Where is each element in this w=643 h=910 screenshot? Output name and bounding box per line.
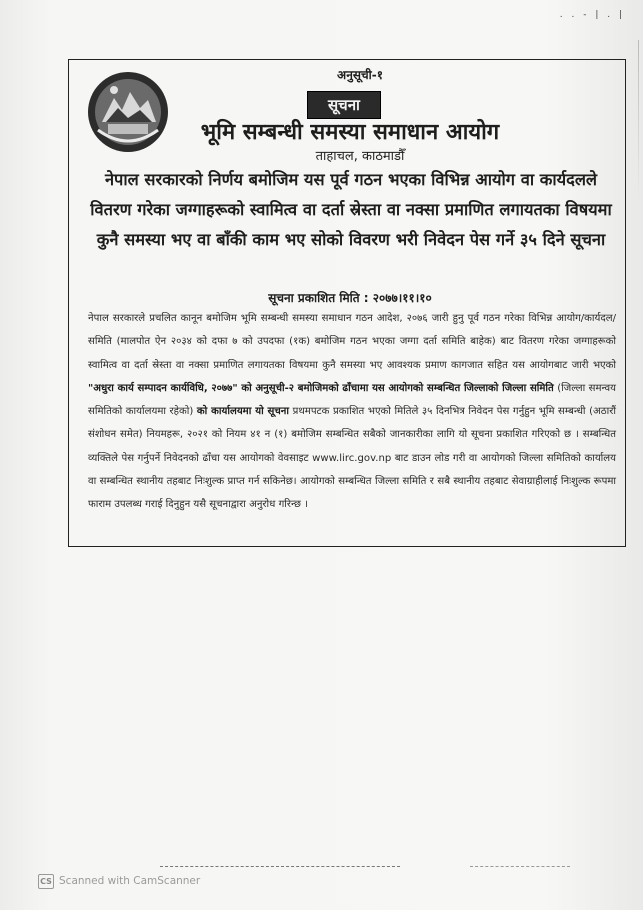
body-part-2: (जिल्ला समन्वय समितिको कार्यालयमा रहेको) [88, 382, 616, 418]
notice-headline: नेपाल सरकारको निर्णय बमोजिम यस पूर्व गठन भएका विभिन्न आयोग वा कार्यदलले वितरण गरेका जग्गाहरूको स्वामित्व वा दर्ता स्रेस्ता वा नक्सा प्रमाणित लगायतका विषयमा कुनै समस्या भए वा बाँकी काम भए सोको विवरण भरी निवेदन पेस गर्ने ३५ दिने सूचना [90, 170, 612, 249]
watermark-text: Scanned with CamScanner [59, 875, 201, 887]
publication-date: सूचना प्रकाशित मिति : २०७७।११।१० [268, 291, 432, 305]
nepal-emblem-icon [84, 68, 172, 156]
commission-name: भूमि सम्बन्धी समस्या समाधान आयोग [200, 120, 500, 145]
office-address: ताहाचल, काठमाडौँ [315, 149, 405, 164]
body-bold-2: को कार्यालयमा यो सूचना [196, 406, 290, 418]
camscanner-watermark [38, 873, 200, 889]
notice-body [88, 307, 616, 517]
scan-artifact-line-2 [470, 866, 570, 868]
camscanner-logo-icon: CS [38, 874, 54, 889]
body-bold-1: "अधुरा कार्य सम्पादन कार्यविधि, २०७७" को अनुसूची-२ बमोजिमको ढाँचामा यस आयोगको सम्बन्धित जिल्लाको जिल्ला समिति [88, 382, 554, 394]
body-part-3: प्रथमपटक प्रकाशित भएको मितिले ३५ दिनभित्र निवेदन पेस गर्नुहुन भूमि सम्बन्धी (अठारौं संशोधन समेत) नियमहरू, २०२१ को नियम ४१ न (१) बमोजिम सम्बन्धित सबैको जानकारीका लागि यो सूचना प्रकाशित गरिएको छ । सम्बन्धित व्यक्तिले पेस गर्नुपर्ने निवेदनको ढाँचा यस आयोगको वेवसाइट www.lirc.gov.np बाट डाउन लोड गरी वा आयोगको जिल्ला समितिको कार्यालय वा सम्बन्धित स्थानीय तहबाट निःशुल्क प्राप्त गर्न सकिनेछ। आयोगको सम्बन्धित जिल्ला समिति र सबै स्थानीय तहबाट सेवाग्राहीलाई निःशुल्क रूपमा फाराम उपलब्ध गराई दिनुहुन यसै सूचनाद्वारा अनुरोध गरिन्छ । [88, 406, 616, 511]
corner-scan-marks: . . - | . | [559, 10, 625, 20]
body-part-1: नेपाल सरकारले प्रचलित कानून बमोजिम भूमि सम्बन्धी समस्या समाधान गठन आदेश, २०७६ जारी हुनु पूर्व गठन गरेका विभिन्न आयोग/कार्यदल/समिति (मालपोत ऐन २०३४ को दफा ७ को उपदफा (१क) बमोजिम गठन भएका जग्गा दर्ता समिति बाहेक) बाट वितरण गरेका जग्गाहरूको स्वामित्व वा दर्ता स्रेस्ता वा नक्सा प्रमाणित लगायतका विषयमा कुनै समस्या भए आवश्यक प्रमाण कागजात सहित यस आयोगबाट जारी भएको [88, 313, 616, 371]
notice-banner: सूचना [307, 91, 381, 119]
paper-edge [638, 40, 639, 200]
scan-artifact-line [160, 866, 400, 868]
schedule-label: अनुसूची-१ [337, 68, 383, 82]
